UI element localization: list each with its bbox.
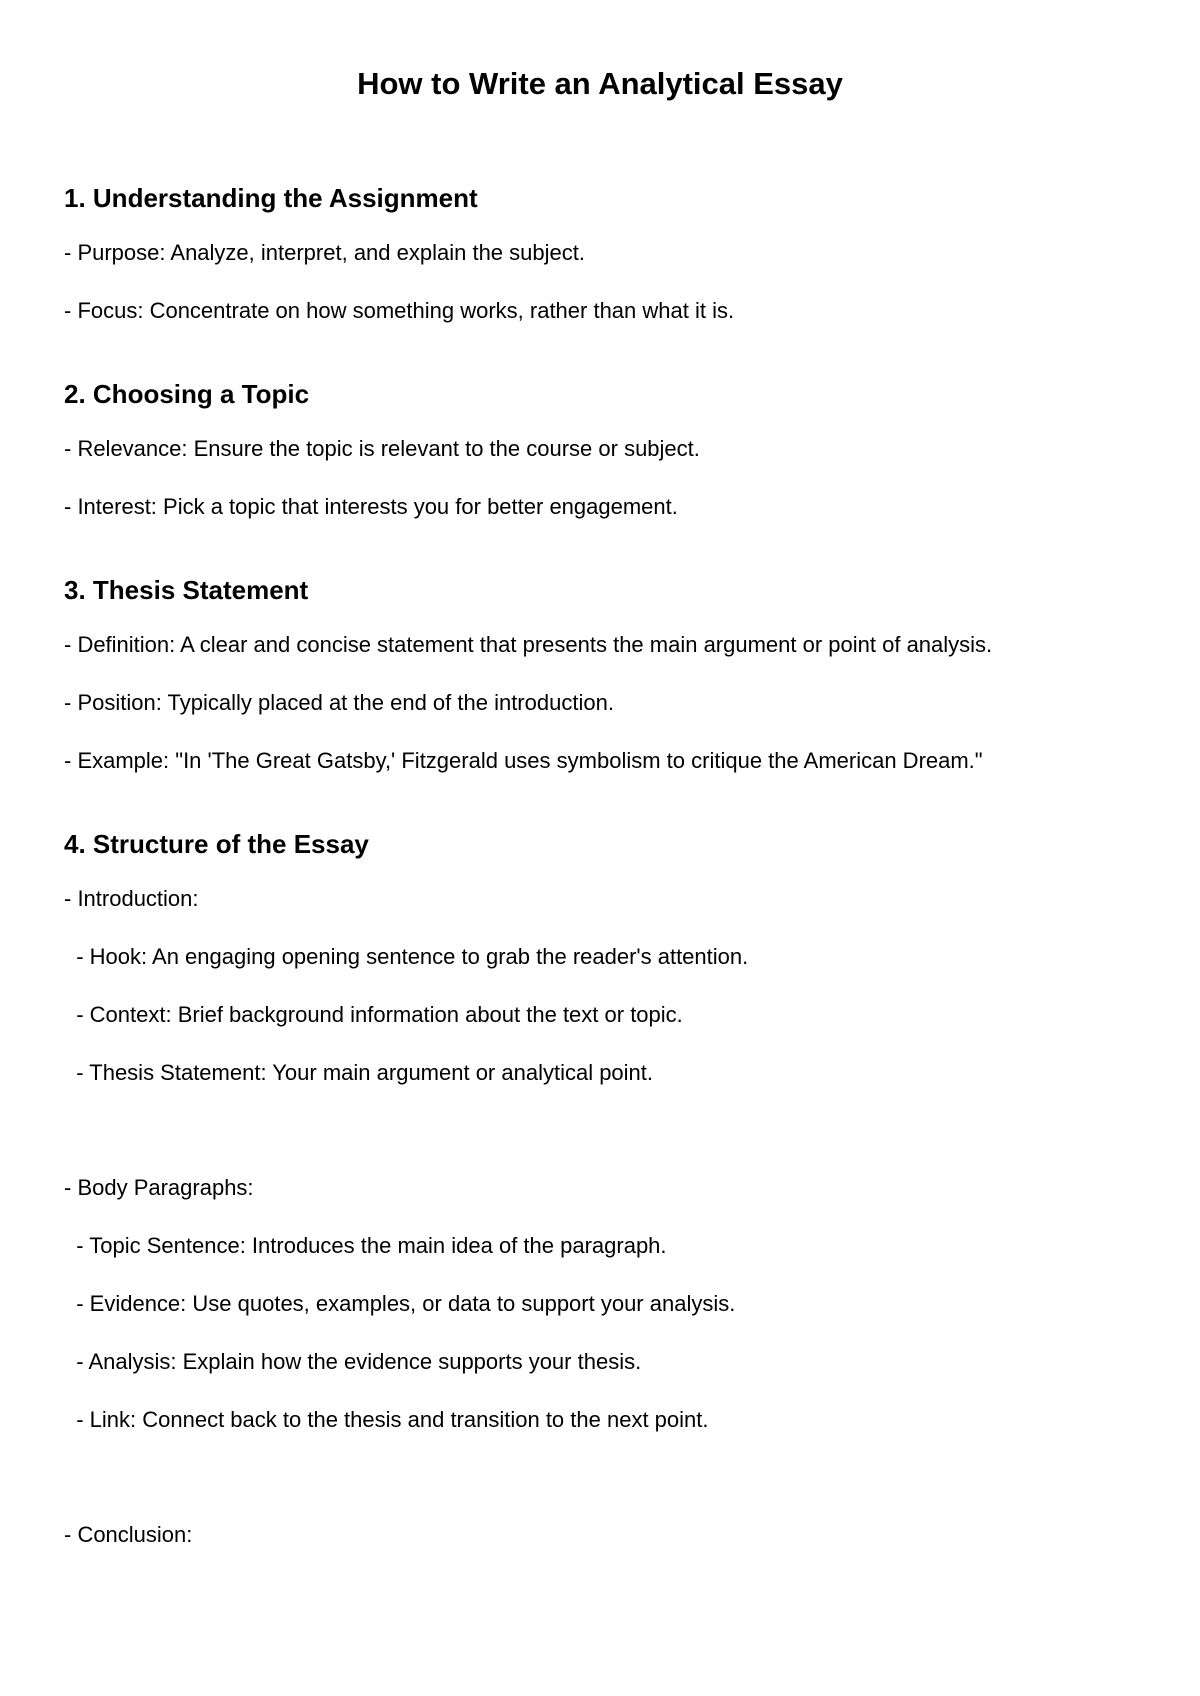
bullet-line: - Position: Typically placed at the end of the introduction. xyxy=(64,690,614,715)
body-paragraphs-label: - Body Paragraphs: xyxy=(64,1175,254,1200)
conclusion-label: - Conclusion: xyxy=(64,1522,193,1547)
sub-bullet-line: - Evidence: Use quotes, examples, or data to support your analysis. xyxy=(64,1291,736,1316)
bullet-line: - Interest: Pick a topic that interests you for better engagement. xyxy=(64,494,678,519)
introduction-label: - Introduction: xyxy=(64,886,199,911)
bullet-line: - Relevance: Ensure the topic is relevant to the course or subject. xyxy=(64,436,700,461)
document-body xyxy=(64,180,1164,1550)
section-understanding-assignment xyxy=(64,180,1164,326)
section-heading: 2. Choosing a Topic xyxy=(64,379,310,409)
sub-bullet-line: - Thesis Statement: Your main argument or analytical point. xyxy=(64,1060,654,1085)
document-title: How to Write an Analytical Essay xyxy=(357,66,843,101)
section-structure-of-essay xyxy=(64,826,1164,1550)
section-choosing-topic xyxy=(64,376,1164,522)
sub-bullet-line: - Hook: An engaging opening sentence to grab the reader's attention. xyxy=(64,944,749,969)
section-thesis-statement xyxy=(64,572,1164,776)
section-heading: 4. Structure of the Essay xyxy=(64,829,369,859)
bullet-line: - Definition: A clear and concise statement that presents the main argument or point of analysis. xyxy=(64,632,993,657)
section-heading: 1. Understanding the Assignment xyxy=(64,183,478,213)
bullet-line: - Focus: Concentrate on how something works, rather than what it is. xyxy=(64,298,735,323)
bullet-line: - Purpose: Analyze, interpret, and explain the subject. xyxy=(64,240,585,265)
sub-bullet-line: - Context: Brief background information about the text or topic. xyxy=(64,1002,683,1027)
bullet-line: - Example: "In 'The Great Gatsby,' Fitzgerald uses symbolism to critique the American Dream." xyxy=(64,748,983,773)
sub-bullet-line: - Link: Connect back to the thesis and transition to the next point. xyxy=(64,1407,709,1432)
section-heading: 3. Thesis Statement xyxy=(64,575,309,605)
sub-bullet-line: - Topic Sentence: Introduces the main idea of the paragraph. xyxy=(64,1233,667,1258)
sub-bullet-line: - Analysis: Explain how the evidence supports your thesis. xyxy=(64,1349,642,1374)
conclusion-block xyxy=(64,1520,1164,1550)
body-paragraphs-block xyxy=(64,1173,1164,1435)
introduction-block xyxy=(64,884,1164,1088)
